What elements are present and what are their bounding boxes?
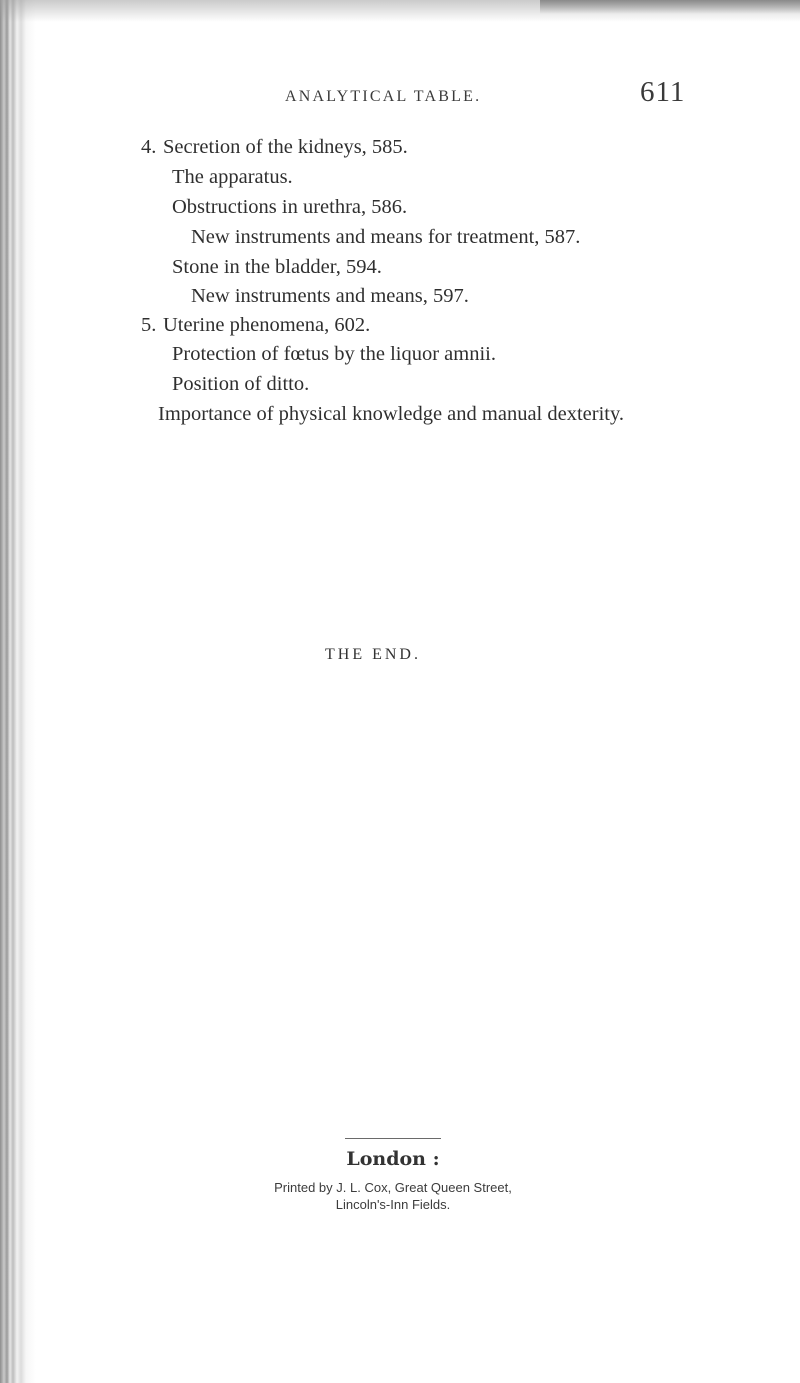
entry-line [172, 373, 309, 396]
entry-line [141, 314, 370, 337]
the-end-heading: THE END. [325, 646, 421, 663]
imprint-printer: Printed by J. L. Cox, Great Queen Street, [274, 1180, 512, 1195]
entry-text: Obstructions in urethra, 586. [172, 196, 408, 218]
running-head: ANALYTICAL TABLE. [285, 88, 482, 105]
entry-line [191, 226, 580, 249]
entry-text: Stone in the bladder, 594. [172, 256, 382, 278]
entry-line [172, 196, 407, 219]
entry-text: Secretion of the kidneys, 585. [163, 136, 408, 158]
entry-line [172, 343, 496, 366]
page-number: 611 [640, 76, 686, 108]
entry-line [191, 285, 469, 308]
entry-text: Protection of fœtus by the liquor amnii. [172, 343, 496, 365]
entry-number: 5. [141, 314, 157, 336]
imprint-divider [345, 1138, 441, 1139]
entry-line [141, 136, 408, 159]
entry-text: New instruments and means for treatment, 587. [191, 226, 581, 248]
entry-text: Uterine phenomena, 602. [163, 314, 371, 336]
entry-line [172, 166, 293, 189]
entry-text: Position of ditto. [172, 373, 310, 395]
book-spine-shadow [0, 0, 36, 1383]
entry-line [172, 256, 382, 279]
entry-line [158, 403, 624, 426]
entry-number: 4. [141, 136, 157, 158]
top-right-edge-shadow [540, 0, 800, 14]
entry-text: The apparatus. [172, 166, 293, 188]
entry-text: New instruments and means, 597. [191, 285, 469, 307]
imprint-address: Lincoln's-Inn Fields. [335, 1197, 451, 1212]
entry-text: Importance of physical knowledge and manual dexterity. [158, 403, 625, 425]
imprint-place: London : [346, 1148, 440, 1170]
